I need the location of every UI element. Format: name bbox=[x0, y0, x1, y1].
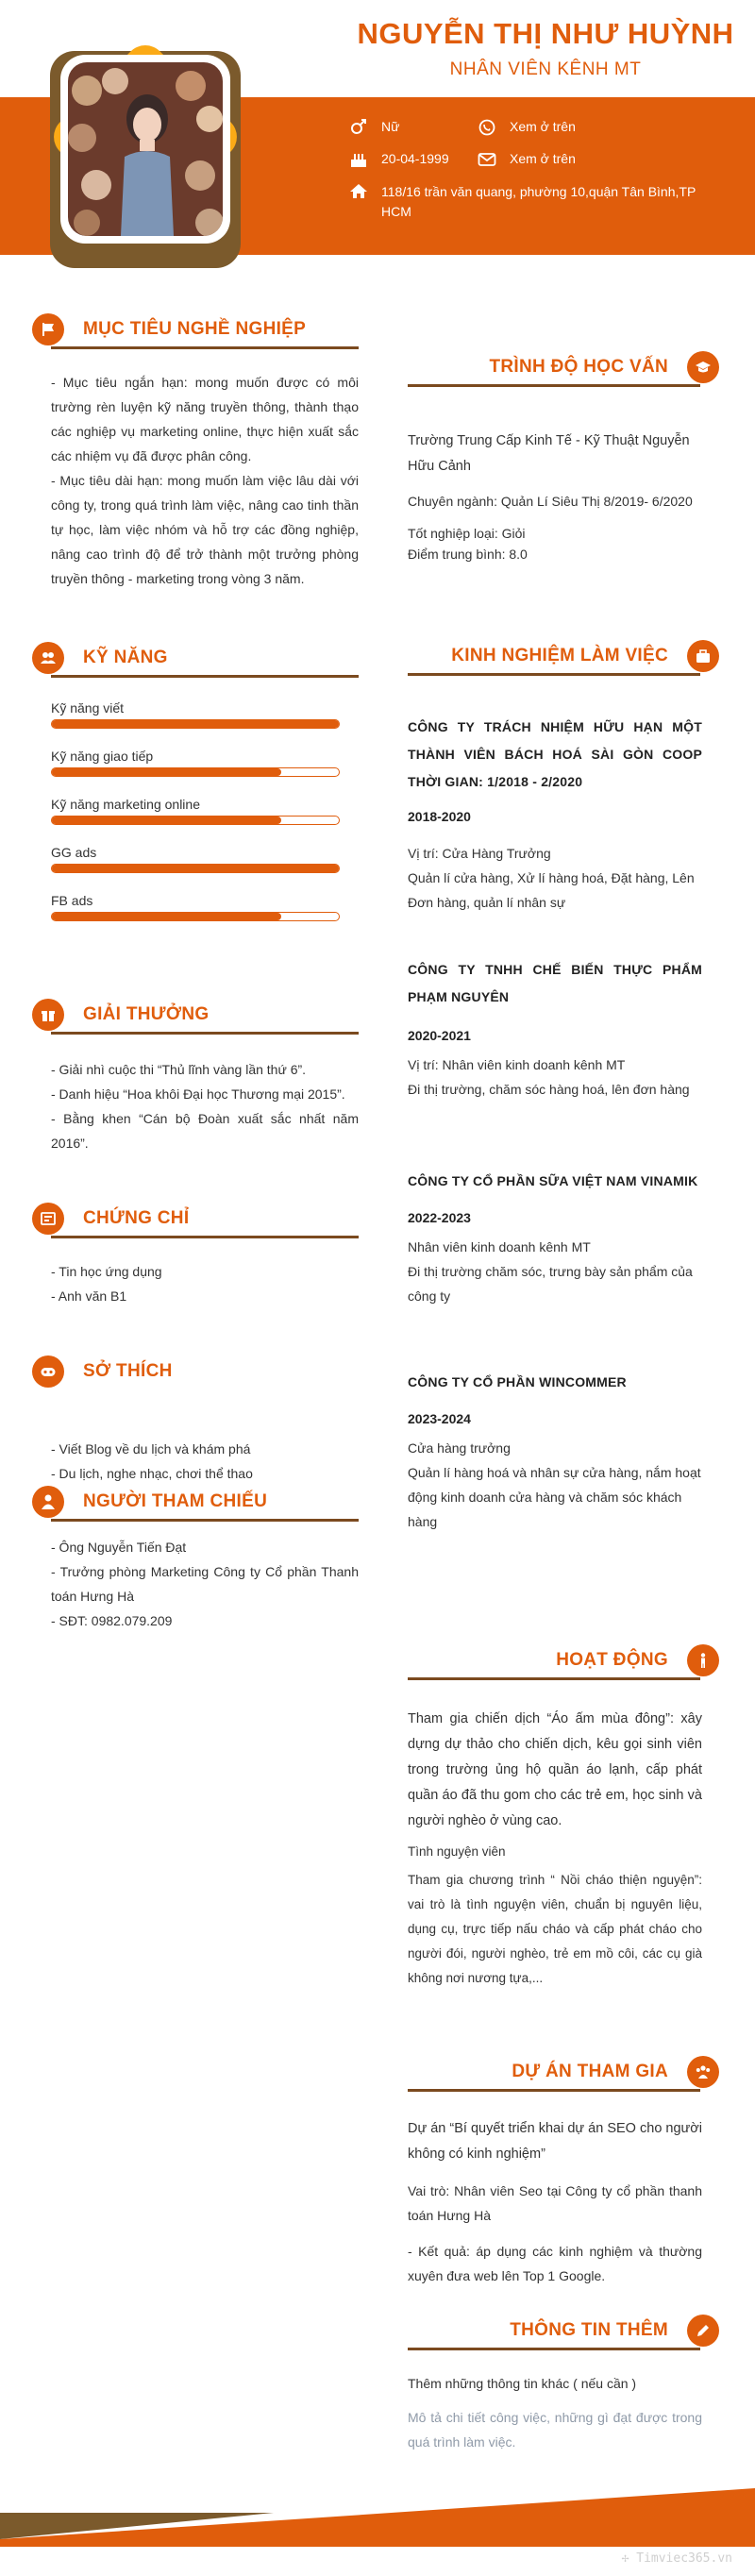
heading-underline bbox=[408, 1677, 700, 1680]
experience-title: KINH NGHIỆM LÀM VIỆC bbox=[451, 646, 668, 665]
job-description bbox=[408, 1235, 702, 1308]
objective-section bbox=[32, 311, 359, 591]
briefcase-icon bbox=[687, 640, 719, 672]
footer-decoration bbox=[0, 2473, 755, 2571]
job-period: 2020-2021 bbox=[408, 1028, 471, 1043]
skill-item bbox=[51, 700, 340, 729]
job-duties: Quản lí hàng hoá và nhân sự cửa hàng, nắm hoạt động kinh doanh cửa hàng và chăm sóc khách hàng bbox=[408, 1465, 701, 1529]
education-title: TRÌNH ĐỘ HỌC VẤN bbox=[489, 357, 668, 377]
references-section bbox=[32, 1484, 359, 1633]
additional-line2: Mô tả chi tiết công việc, những gì đạt được trong quá trình làm việc. bbox=[408, 2410, 702, 2450]
education-section bbox=[408, 349, 719, 564]
candidate-name: NGUYỄN THỊ NHƯ HUỲNH bbox=[357, 17, 734, 50]
awards-section bbox=[32, 997, 359, 1155]
job-duties: Đi thị trường chăm sóc, trưng bày sản phẩm của công ty bbox=[408, 1264, 693, 1304]
education-gpa: Điểm trung bình: 8.0 bbox=[408, 547, 528, 562]
address-value: 118/16 trần văn quang, phường 10,quận Tân Bình,TP HCM bbox=[381, 184, 696, 219]
job-item bbox=[408, 714, 719, 915]
awards-list bbox=[32, 1057, 359, 1155]
activities-section bbox=[408, 1642, 719, 1991]
job-item bbox=[408, 1168, 719, 1308]
job-description bbox=[408, 841, 702, 915]
job-duties: Đi thị trường, chăm sóc hàng hoá, lên đơn hàng bbox=[408, 1082, 690, 1097]
birthday-value: 20-04-1999 bbox=[381, 151, 449, 166]
references-list bbox=[32, 1535, 359, 1633]
skill-bar bbox=[51, 767, 340, 777]
skill-item bbox=[51, 845, 340, 873]
education-major: Chuyên ngành: Quản Lí Siêu Thị 8/2019- 6/2020 bbox=[408, 494, 693, 509]
skill-name: FB ads bbox=[51, 893, 93, 908]
gender-value: Nữ bbox=[381, 119, 400, 134]
activities-heading bbox=[408, 1642, 719, 1680]
person-icon bbox=[32, 1486, 64, 1518]
phone-icon bbox=[478, 119, 498, 136]
heading-underline bbox=[51, 675, 359, 678]
skill-item bbox=[51, 797, 340, 825]
skill-name: Kỹ năng marketing online bbox=[51, 797, 200, 812]
gamepad-icon bbox=[32, 1355, 64, 1388]
additional-body bbox=[408, 2371, 719, 2454]
references-title: NGƯỜI THAM CHIẾU bbox=[83, 1491, 268, 1511]
hobbies-list bbox=[32, 1437, 359, 1486]
skills-title: KỸ NĂNG bbox=[83, 648, 168, 667]
skill-bar bbox=[51, 719, 340, 729]
certificates-list bbox=[32, 1259, 359, 1308]
job-description bbox=[408, 1436, 702, 1534]
gender-icon bbox=[349, 119, 370, 136]
skills-section bbox=[32, 640, 359, 941]
skill-name: Kỹ năng giao tiếp bbox=[51, 749, 154, 764]
activities-title: HOẠT ĐỘNG bbox=[556, 1650, 668, 1670]
activities-body bbox=[408, 1707, 719, 1991]
job-company: CÔNG TY TNHH CHẾ BIẾN THỰC PHẨM PHẠM NGUYÊN bbox=[408, 962, 702, 1004]
job-period: 2018-2020 bbox=[408, 809, 471, 824]
candidate-position: NHÂN VIÊN KÊNH MT bbox=[449, 59, 642, 79]
avatar-photo bbox=[68, 62, 223, 236]
phone-value: Xem ở trên bbox=[510, 119, 576, 134]
awards-heading bbox=[32, 997, 359, 1035]
experience-heading bbox=[408, 638, 719, 676]
avatar bbox=[60, 55, 230, 244]
heading-underline bbox=[408, 2348, 700, 2350]
heading-underline bbox=[408, 673, 700, 676]
watermark: ✢ Timviec365.vn bbox=[621, 2551, 732, 2566]
objective-title: MỤC TIÊU NGHỀ NGHIỆP bbox=[83, 319, 307, 339]
contact-birthday bbox=[349, 151, 491, 168]
job-company: CÔNG TY CỔ PHẦN WINCOMMER bbox=[408, 1374, 627, 1389]
experience-section bbox=[408, 638, 719, 1534]
job-period: 2022-2023 bbox=[408, 1210, 471, 1225]
awards-title: GIẢI THƯỞNG bbox=[83, 1004, 210, 1024]
avatar-frame bbox=[26, 40, 264, 283]
job-role: Cửa hàng trưởng bbox=[408, 1440, 511, 1456]
projects-heading bbox=[408, 2054, 719, 2092]
project-result: - Kết quả: áp dụng các kinh nghiệm và thường xuyên đưa web lên Top 1 Google. bbox=[408, 2244, 702, 2283]
team-icon bbox=[687, 2056, 719, 2088]
job-period: 2023-2024 bbox=[408, 1411, 471, 1426]
job-company: CÔNG TY TRÁCH NHIỆM HỮU HẠN MỘT THÀNH VIÊN BÁCH HOÁ SÀI GÒN COOP THỜI GIAN: 1/2018 - 2/2020 bbox=[408, 719, 702, 789]
education-body bbox=[408, 429, 719, 564]
skill-bar bbox=[51, 864, 340, 873]
skill-bar-fill bbox=[52, 913, 281, 920]
objective-heading bbox=[32, 311, 359, 349]
skill-bar bbox=[51, 816, 340, 825]
skill-item bbox=[51, 749, 340, 777]
job-description bbox=[408, 1052, 702, 1102]
education-school: Trường Trung Cấp Kinh Tế - Kỹ Thuật Nguyễn Hữu Cảnh bbox=[408, 433, 690, 474]
projects-title: DỰ ÁN THAM GIA bbox=[512, 2062, 668, 2081]
job-duties: Quản lí cửa hàng, Xử lí hàng hoá, Đặt hàng, Lên Đơn hàng, quản lí nhân sự bbox=[408, 870, 695, 910]
references-heading bbox=[32, 1484, 359, 1522]
flag-icon bbox=[32, 313, 64, 345]
hobby-item: - Du lịch, nghe nhạc, chơi thể thao bbox=[51, 1466, 253, 1481]
hobbies-title: SỞ THÍCH bbox=[83, 1361, 173, 1381]
education-heading bbox=[408, 349, 719, 387]
heading-underline bbox=[51, 1519, 359, 1522]
hobbies-section bbox=[32, 1354, 359, 1486]
job-item bbox=[408, 956, 719, 1102]
certificates-section bbox=[32, 1201, 359, 1308]
gift-icon bbox=[32, 999, 64, 1031]
heading-underline bbox=[51, 346, 359, 349]
certificate-icon bbox=[32, 1203, 64, 1235]
certificates-heading bbox=[32, 1201, 359, 1238]
projects-section bbox=[408, 2054, 719, 2288]
projects-body bbox=[408, 2116, 719, 2288]
contact-address bbox=[349, 182, 698, 222]
certificates-title: CHỨNG CHỈ bbox=[83, 1208, 190, 1228]
skill-bar-fill bbox=[52, 768, 281, 776]
users-icon bbox=[32, 642, 64, 674]
additional-line1: Thêm những thông tin khác ( nếu cần ) bbox=[408, 2376, 637, 2391]
certificate-item: - Anh văn B1 bbox=[51, 1288, 127, 1304]
additional-heading bbox=[408, 2313, 719, 2350]
job-role: Nhân viên kinh doanh kênh MT bbox=[408, 1239, 591, 1254]
pen-icon bbox=[687, 2315, 719, 2347]
email-icon bbox=[478, 151, 498, 168]
graduation-cap-icon bbox=[687, 351, 719, 383]
reference-item: - Ông Nguyễn Tiến Đạt bbox=[51, 1540, 187, 1555]
additional-title: THÔNG TIN THÊM bbox=[510, 2320, 668, 2340]
heading-underline bbox=[51, 1236, 359, 1238]
project-role: Vai trò: Nhân viên Seo tại Công ty cổ phần thanh toán Hưng Hà bbox=[408, 2183, 702, 2223]
skill-bar-fill bbox=[52, 720, 339, 728]
job-company: CÔNG TY CỔ PHẦN SỮA VIỆT NAM VINAMIK bbox=[408, 1173, 698, 1188]
contact-gender bbox=[349, 119, 491, 136]
skill-bar bbox=[51, 912, 340, 921]
birthday-cake-icon bbox=[349, 151, 370, 168]
education-grade: Tốt nghiệp loại: Giỏi bbox=[408, 526, 526, 541]
objective-short-term: - Mục tiêu ngắn hạn: mong muốn được có môi trường rèn luyện kỹ năng truyền thông, thành thạo các nghiệp vụ marketing online, thực hiện xuất sắc các nhiệm vụ đã được phân công. bbox=[51, 375, 359, 463]
job-role: Vị trí: Nhân viên kinh doanh kênh MT bbox=[408, 1057, 626, 1072]
reference-item: - SĐT: 0982.079.209 bbox=[51, 1613, 173, 1628]
home-icon bbox=[349, 182, 370, 199]
activity-role: Tình nguyện viên bbox=[408, 1844, 506, 1859]
heading-underline bbox=[408, 384, 700, 387]
skills-list bbox=[32, 700, 359, 921]
skill-name: Kỹ năng viết bbox=[51, 700, 125, 716]
job-role: Vị trí: Cửa Hàng Trưởng bbox=[408, 846, 551, 861]
skill-name: GG ads bbox=[51, 845, 97, 860]
hobbies-heading bbox=[32, 1354, 359, 1391]
skills-heading bbox=[32, 640, 359, 678]
person-standing-icon bbox=[687, 1644, 719, 1676]
project-name: Dự án “Bí quyết triển khai dự án SEO cho người không có kinh nghiệm” bbox=[408, 2121, 702, 2162]
cv-header bbox=[0, 0, 755, 255]
activity-campaign: Tham gia chiến dịch “Áo ấm mùa đông”: xây dựng dự thảo cho chiến dịch, kêu gọi sinh viên trong trường ủng hộ quần áo lạnh, cấp phát quần áo đã thu gom cho các trẻ em, học sinh và người nghèo ở vùng cao. bbox=[408, 1711, 702, 1828]
job-item bbox=[408, 1369, 719, 1534]
contact-email bbox=[478, 151, 685, 168]
reference-item: - Trưởng phòng Marketing Công ty Cổ phần Thanh toán Hưng Hà bbox=[51, 1564, 359, 1604]
award-item: - Bằng khen “Cán bộ Đoàn xuất sắc nhất năm 2016”. bbox=[51, 1111, 359, 1151]
skill-item bbox=[51, 893, 340, 921]
objective-long-term: - Mục tiêu dài hạn: mong muốn làm việc lâu dài với công ty, trong quá trình làm việc, nâng cao tinh thần tự học, làm việc nhóm và hỗ trợ các đồng nghiệp, nâng cao trình độ để trở thành một trưởng phòng truyền thông - marketing trong vòng 3 năm. bbox=[51, 473, 359, 586]
activity-program: Tham gia chương trình “ Nồi cháo thiện nguyện”: vai trò là tình nguyện viên, chuẩn bị nguyên liệu, dụng cụ, trực tiếp nấu cháo và cấp phát cháo cho người đói, người nghèo, trẻ em mồ côi, các cụ già không nơi nương tựa,... bbox=[408, 1873, 702, 1985]
email-value: Xem ở trên bbox=[510, 151, 576, 166]
skill-bar-fill bbox=[52, 817, 281, 824]
skill-bar-fill bbox=[52, 865, 339, 872]
contact-phone bbox=[478, 119, 685, 136]
certificate-item: - Tin học ứng dụng bbox=[51, 1264, 162, 1279]
hobby-item: - Viết Blog về du lịch và khám phá bbox=[51, 1441, 251, 1456]
additional-section bbox=[408, 2313, 719, 2454]
heading-underline bbox=[51, 1032, 359, 1035]
award-item: - Danh hiệu “Hoa khôi Đại học Thương mại 2015”. bbox=[51, 1086, 345, 1102]
award-item: - Giải nhì cuộc thi “Thủ lĩnh vàng lần thứ 6”. bbox=[51, 1062, 307, 1077]
objective-body bbox=[32, 370, 359, 591]
heading-underline bbox=[408, 2089, 700, 2092]
